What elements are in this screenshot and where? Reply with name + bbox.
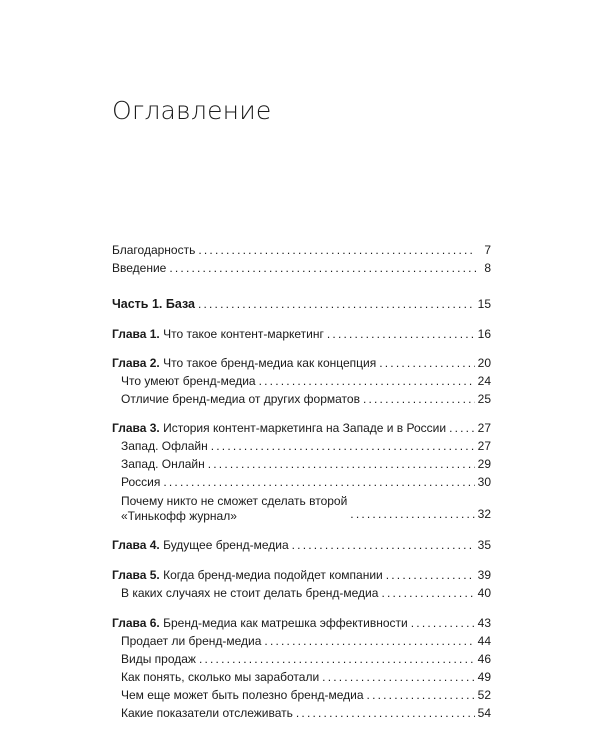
toc-page-number: 7	[484, 243, 491, 257]
chapter-title: Когда бренд-медиа подойдет компании	[163, 568, 383, 582]
toc-entry-introduction[interactable]	[112, 260, 491, 278]
dot-leader	[350, 506, 474, 523]
dot-leader	[322, 669, 474, 686]
chapter-title: Что такое контент-маркетинг	[163, 327, 324, 341]
toc-page-number: 8	[484, 261, 491, 275]
dot-leader	[379, 355, 474, 372]
toc-entry-label	[112, 537, 289, 554]
toc-section[interactable]	[112, 687, 491, 705]
toc-page-number: 30	[477, 475, 491, 489]
toc-entry-label: Благодарность	[112, 243, 196, 257]
dot-leader	[449, 420, 475, 437]
toc-entry-label: Какие показатели отслеживать	[121, 706, 293, 720]
toc-section[interactable]	[112, 705, 491, 723]
chapter-title: Будущее бренд-медиа	[163, 538, 289, 552]
toc-section[interactable]	[112, 633, 491, 651]
toc-page-number: 39	[477, 568, 491, 582]
chapter-title: Бренд-медиа как матрешка эффективности	[163, 616, 408, 630]
chapter-prefix: Глава 3.	[112, 421, 160, 435]
toc-page-number: 40	[477, 586, 491, 600]
chapter-prefix: Глава 2.	[112, 356, 160, 370]
dot-leader	[199, 651, 475, 668]
toc-entry-label: Что умеют бренд-медиа	[121, 374, 256, 388]
dot-leader	[381, 585, 474, 602]
toc-chapter-5[interactable]	[112, 567, 491, 585]
chapter-prefix: Глава 6.	[112, 616, 160, 630]
dot-leader	[163, 474, 474, 491]
toc-entry-label-line: «Тинькофф журнал»	[121, 509, 237, 523]
chapter-prefix: Глава 4.	[112, 538, 160, 552]
dot-leader	[367, 687, 475, 704]
toc-entry-label	[112, 567, 383, 584]
toc-page-number: 24	[477, 374, 491, 388]
toc-entry-acknowledgements[interactable]	[112, 242, 491, 260]
toc-entry-label: Запад. Онлайн	[121, 457, 205, 471]
dot-leader	[169, 260, 476, 277]
toc-part-1[interactable]	[112, 296, 491, 314]
toc-entry-label	[112, 615, 408, 632]
toc-entry-label: Введение	[112, 261, 167, 275]
dot-leader	[208, 456, 475, 473]
toc-page-number: 25	[477, 392, 491, 406]
toc-entry-label	[121, 494, 347, 524]
toc-section[interactable]	[112, 456, 491, 474]
toc-section[interactable]	[112, 391, 491, 409]
toc-entry-label	[112, 326, 324, 343]
toc-section[interactable]	[112, 585, 491, 603]
toc-page-number: 27	[477, 421, 491, 435]
toc-section[interactable]	[112, 474, 491, 492]
toc-entry-label	[112, 420, 446, 437]
toc-page-number: 54	[477, 706, 491, 720]
toc-page-number: 46	[477, 652, 491, 666]
toc-page-number: 32	[477, 507, 491, 521]
toc-entry-label-line: Почему никто не сможет сделать второй	[121, 494, 348, 508]
toc-section[interactable]	[112, 494, 491, 524]
dot-leader	[198, 242, 476, 259]
toc-part-label: Часть 1. База	[112, 297, 195, 311]
toc-section[interactable]	[112, 669, 491, 687]
toc-entry-label: Продает ли бренд-медиа	[121, 634, 262, 648]
toc-entry-label	[112, 355, 376, 372]
toc-page-number: 15	[477, 297, 491, 311]
chapter-prefix: Глава 1.	[112, 327, 160, 341]
dot-leader	[198, 296, 475, 313]
toc-section[interactable]	[112, 373, 491, 391]
toc-entry-label: Запад. Офлайн	[121, 439, 208, 453]
dot-leader	[327, 326, 475, 343]
toc-entry-label: Чем еще может быть полезно бренд-медиа	[121, 688, 364, 702]
toc-page-number: 35	[477, 538, 491, 552]
toc-entry-label: Отличие бренд-медиа от других форматов	[121, 392, 360, 406]
chapter-prefix: Глава 5.	[112, 568, 160, 582]
toc-chapter-4[interactable]	[112, 537, 491, 555]
toc-chapter-1[interactable]	[112, 326, 491, 344]
chapter-title: Что такое бренд-медиа как концепция	[163, 356, 377, 370]
toc-page-number: 43	[477, 616, 491, 630]
toc-chapter-6[interactable]	[112, 615, 491, 633]
toc-chapter-2[interactable]	[112, 355, 491, 373]
toc-page-number: 29	[477, 457, 491, 471]
dot-leader	[363, 391, 475, 408]
dot-leader	[259, 373, 475, 390]
toc-page-number: 27	[477, 439, 491, 453]
toc-heading: Оглавление	[112, 96, 272, 125]
toc-entry-label: Виды продаж	[121, 652, 196, 666]
dot-leader	[386, 567, 475, 584]
toc-page-number: 49	[477, 670, 491, 684]
table-of-contents	[112, 242, 491, 723]
dot-leader	[264, 633, 474, 650]
toc-page-number: 20	[477, 356, 491, 370]
toc-entry-label: Как понять, сколько мы заработали	[121, 670, 320, 684]
dot-leader	[296, 705, 475, 722]
dot-leader	[292, 537, 475, 554]
toc-page-number: 16	[477, 327, 491, 341]
toc-entry-label: В каких случаях не стоит делать бренд-медиа	[121, 586, 379, 600]
toc-page-number: 44	[477, 634, 491, 648]
toc-chapter-3[interactable]	[112, 420, 491, 438]
toc-entry-label: Россия	[121, 475, 161, 489]
toc-page-number: 52	[477, 688, 491, 702]
chapter-title: История контент-маркетинга на Западе и в России	[163, 421, 447, 435]
dot-leader	[411, 615, 475, 632]
dot-leader	[211, 438, 475, 455]
toc-section[interactable]	[112, 438, 491, 456]
toc-section[interactable]	[112, 651, 491, 669]
